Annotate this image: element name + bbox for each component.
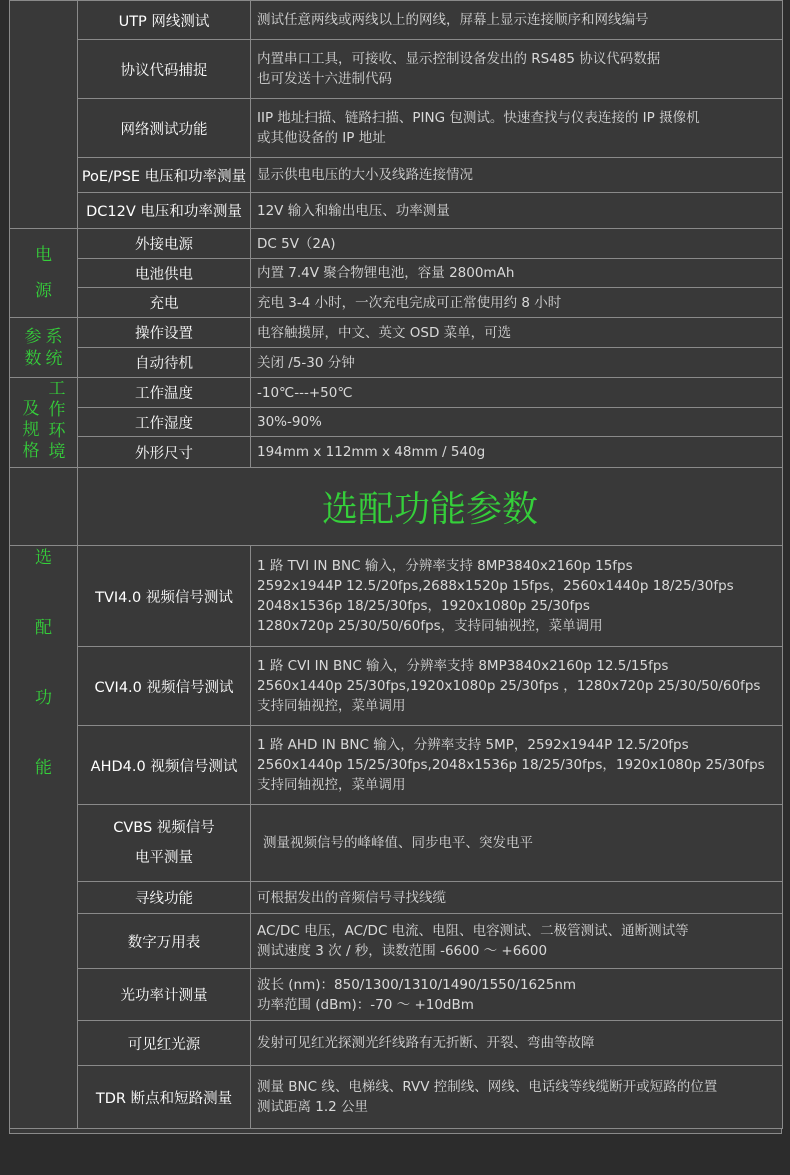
category-system: 参 数 系 统 xyxy=(10,318,78,378)
feature-name: 数字万用表 xyxy=(78,914,251,969)
feature-name: 协议代码捕捉 xyxy=(78,40,251,99)
feature-desc: 测试任意两线或两线以上的网线，屏幕上显示连接顺序和网线编号 xyxy=(251,1,783,40)
category-cell-blank xyxy=(10,1,78,229)
spec-row xyxy=(10,408,783,437)
feature-desc: 12V 输入和输出电压、功率测量 xyxy=(251,193,783,229)
feature-desc: 测量视频信号的峰峰值、同步电平、突发电平 xyxy=(251,805,783,882)
feature-desc: 1 路 TVI IN BNC 输入，分辨率支持 8MP3840x2160p 15fps 2592x1944P 12.5/20fps,2688x1520p 15fps，2560x1440p 18/25/30fps 2048x1536p 18/25/30fps，1920x1080p 25/30fps 1280x720p 25/30/50/60fps，支持同轴视控，菜单调用 xyxy=(251,546,783,647)
feature-name: 网络测试功能 xyxy=(78,99,251,158)
feature-desc: AC/DC 电压，AC/DC 电流、电阻、电容测试、二极管测试、通断测试等 测试速度 3 次 / 秒，读数范围 -6600 ～ +6600 xyxy=(251,914,783,969)
feature-desc: DC 5V（2A) xyxy=(251,229,783,259)
spec-row xyxy=(10,437,783,468)
spec-row xyxy=(10,546,783,647)
spec-row xyxy=(10,318,783,348)
feature-name: 工作湿度 xyxy=(78,408,251,437)
spec-row xyxy=(10,348,783,378)
feature-desc: IIP 地址扫描、链路扫描、PING 包测试。快速查找与仪表连接的 IP 摄像机 或其他设备的 IP 地址 xyxy=(251,99,783,158)
feature-name: UTP 网线测试 xyxy=(78,1,251,40)
spec-row xyxy=(10,647,783,726)
spec-row xyxy=(10,805,783,882)
feature-desc: 测量 BNC 线、电梯线、RVV 控制线、网线、电话线等线缆断开或短路的位置 测试距离 1.2 公里 xyxy=(251,1066,783,1129)
spec-row xyxy=(10,229,783,259)
category-environment: 及 规 格 工 作 环 境 xyxy=(10,378,78,468)
feature-desc: 内置 7.4V 聚合物锂电池，容量 2800mAh xyxy=(251,259,783,288)
feature-name: 操作设置 xyxy=(78,318,251,348)
feature-name: CVBS 视频信号 电平测量 xyxy=(78,805,251,882)
feature-name: 光功率计测量 xyxy=(78,969,251,1021)
feature-name: PoE/PSE 电压和功率测量 xyxy=(78,158,251,193)
feature-name: AHD4.0 视频信号测试 xyxy=(78,726,251,805)
feature-desc: 1 路 AHD IN BNC 输入，分辨率支持 5MP，2592x1944P 12.5/20fps 2560x1440p 15/25/30fps,2048x1536p 18/25/30fps，1920x1080p 25/30fps 支持同轴视控，菜单调用 xyxy=(251,726,783,805)
feature-desc: 关闭 /5-30 分钟 xyxy=(251,348,783,378)
feature-desc: 电容触摸屏，中文、英文 OSD 菜单，可选 xyxy=(251,318,783,348)
feature-desc: 波长 (nm)：850/1300/1310/1490/1550/1625nm 功率范围 (dBm)：-70 ～ +10dBm xyxy=(251,969,783,1021)
feature-name: 寻线功能 xyxy=(78,882,251,914)
spec-row xyxy=(10,158,783,193)
feature-name: 可见红光源 xyxy=(78,1021,251,1066)
feature-name: DC12V 电压和功率测量 xyxy=(78,193,251,229)
feature-name: 工作温度 xyxy=(78,378,251,408)
spec-row xyxy=(10,193,783,229)
spec-row xyxy=(10,259,783,288)
feature-name: 充电 xyxy=(78,288,251,318)
spec-row xyxy=(10,1021,783,1066)
spec-row xyxy=(10,99,783,158)
feature-name: 外接电源 xyxy=(78,229,251,259)
feature-desc: 194mm x 112mm x 48mm / 540g xyxy=(251,437,783,468)
feature-name: 电池供电 xyxy=(78,259,251,288)
category-cell-blank xyxy=(10,468,78,546)
spec-row xyxy=(10,726,783,805)
spec-row xyxy=(10,882,783,914)
feature-name: 外形尺寸 xyxy=(78,437,251,468)
feature-desc: 1 路 CVI IN BNC 输入，分辨率支持 8MP3840x2160p 12.5/15fps 2560x1440p 25/30fps,1920x1080p 25/30fps ，1280x720p 25/30/50/60fps 支持同轴视控，菜单调用 xyxy=(251,647,783,726)
feature-desc: 内置串口工具，可接收、显示控制设备发出的 RS485 协议代码数据 也可发送十六进制代码 xyxy=(251,40,783,99)
feature-desc: 30%-90% xyxy=(251,408,783,437)
spec-table xyxy=(9,0,783,1129)
feature-name: TVI4.0 视频信号测试 xyxy=(78,546,251,647)
banner-row xyxy=(10,468,783,546)
category-optional: 选 配 功 能 xyxy=(10,546,78,1129)
feature-desc: 充电 3-4 小时，一次充电完成可正常使用约 8 小时 xyxy=(251,288,783,318)
feature-name: TDR 断点和短路测量 xyxy=(78,1066,251,1129)
spec-row xyxy=(10,40,783,99)
spec-row xyxy=(10,969,783,1021)
feature-desc: 发射可见红光探测光纤线路有无折断、开裂、弯曲等故障 xyxy=(251,1021,783,1066)
spec-row xyxy=(10,378,783,408)
feature-name: 自动待机 xyxy=(78,348,251,378)
category-power: 电 源 xyxy=(10,229,78,318)
feature-desc: 显示供电电压的大小及线路连接情况 xyxy=(251,158,783,193)
feature-desc: 可根据发出的音频信号寻找线缆 xyxy=(251,882,783,914)
spec-row xyxy=(10,288,783,318)
section-banner-title: 选配功能参数 xyxy=(78,468,783,546)
feature-name: CVI4.0 视频信号测试 xyxy=(78,647,251,726)
spec-row xyxy=(10,914,783,969)
feature-desc: -10℃---+50℃ xyxy=(251,378,783,408)
spec-row xyxy=(10,1066,783,1129)
spec-row xyxy=(10,1,783,40)
